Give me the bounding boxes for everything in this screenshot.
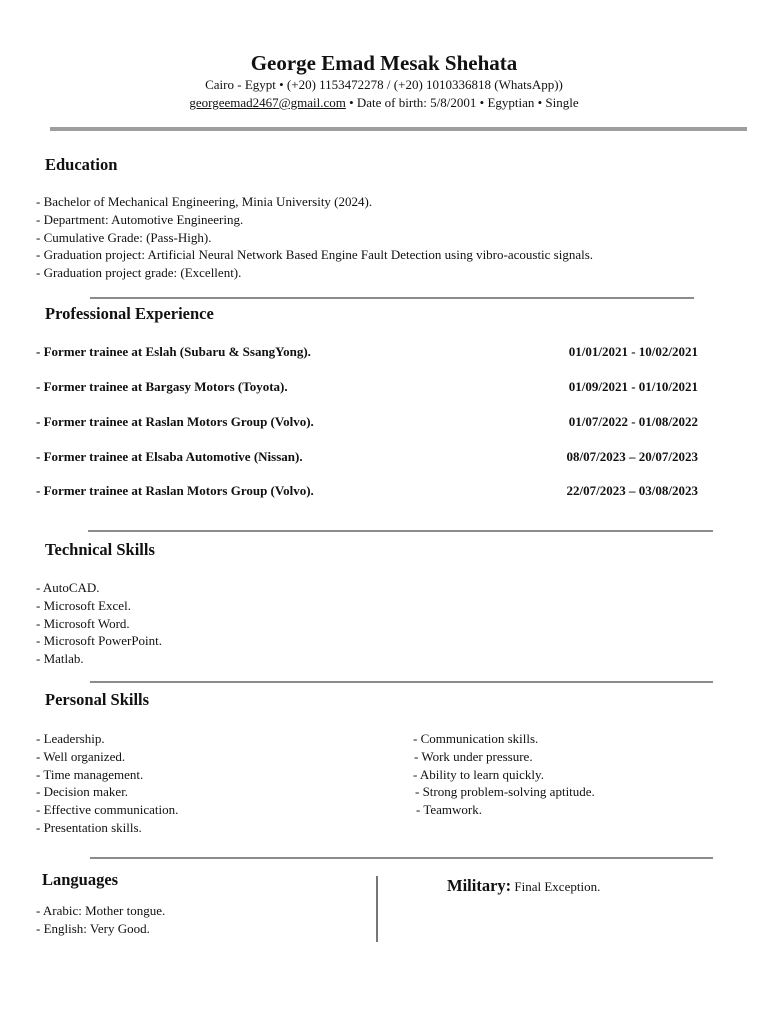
technical-skill-item: - Matlab. — [36, 651, 84, 667]
personal-details-line — [0, 95, 768, 111]
experience-row — [36, 483, 698, 499]
resume-name: George Emad Mesak Shehata — [250, 51, 518, 75]
technical-skill-item: - AutoCAD. — [36, 580, 100, 595]
personal-skill-item: - Decision maker. — [36, 784, 129, 800]
education-list — [36, 193, 593, 282]
experience-role: - Former trainee at Eslah (Subaru & SsangYong). — [36, 344, 311, 359]
education-heading: Education — [45, 155, 118, 174]
experience-dates: 01/01/2021 - 10/02/2021 — [568, 344, 698, 359]
education-item: - Graduation project grade: (Excellent). — [36, 265, 242, 281]
technical-skill-item: - Microsoft Excel. — [36, 597, 131, 613]
experience-dates: 08/07/2023 – 20/07/2023 — [566, 449, 698, 464]
languages-list — [36, 902, 165, 938]
experience-row — [36, 344, 698, 360]
personal-details: • Date of birth: 5/8/2001 • Egyptian • Single — [345, 95, 579, 110]
experience-row — [36, 449, 698, 465]
education-item: - Graduation project: Artificial Neural Network Based Engine Fault Detection using vibro-acoustic signals. — [36, 247, 594, 263]
contact-line: Cairo - Egypt • (+20) 1153472278 / (+20) 1010336818 (WhatsApp)) — [205, 77, 563, 92]
section-divider — [88, 530, 713, 532]
education-item: - Cumulative Grade: (Pass-High). — [36, 229, 212, 245]
experience-row — [36, 414, 698, 430]
technical-skills-list — [36, 579, 162, 668]
personal-skill-item: - Leadership. — [36, 731, 105, 746]
military-label: Military: — [447, 876, 512, 895]
languages-heading: Languages — [42, 870, 119, 889]
technical-skills-heading: Technical Skills — [45, 540, 155, 559]
personal-skill-item: - Work under pressure. — [414, 748, 533, 764]
experience-dates: 22/07/2023 – 03/08/2023 — [566, 483, 698, 498]
personal-skill-item: - Ability to learn quickly. — [413, 766, 544, 782]
column-divider — [376, 876, 378, 942]
military-value: Final Exception. — [511, 879, 601, 894]
section-divider — [90, 681, 713, 683]
experience-role: - Former trainee at Raslan Motors Group (Volvo). — [36, 414, 314, 429]
personal-skills-left-list — [36, 730, 178, 837]
section-divider — [90, 297, 694, 299]
personal-skill-item: - Communication skills. — [413, 731, 539, 746]
personal-skill-item: - Effective communication. — [36, 802, 179, 818]
personal-skill-item: - Strong problem-solving aptitude. — [415, 784, 595, 800]
personal-skill-item: - Well organized. — [36, 748, 126, 764]
education-item: - Department: Automotive Engineering. — [36, 211, 244, 227]
experience-dates: 01/07/2022 - 01/08/2022 — [568, 414, 698, 429]
personal-skills-right-list — [413, 730, 595, 819]
experience-heading: Professional Experience — [45, 304, 214, 323]
personal-skill-item: - Teamwork. — [416, 802, 482, 818]
experience-role: - Former trainee at Bargasy Motors (Toyota). — [36, 379, 288, 394]
technical-skill-item: - Microsoft Word. — [36, 615, 130, 631]
personal-skills-heading: Personal Skills — [45, 690, 150, 709]
language-item: - Arabic: Mother tongue. — [36, 903, 166, 918]
military-status — [447, 877, 600, 896]
header-divider — [50, 127, 747, 131]
experience-dates: 01/09/2021 - 01/10/2021 — [568, 379, 698, 394]
experience-role: - Former trainee at Elsaba Automotive (Nissan). — [36, 449, 303, 464]
language-item: - English: Very Good. — [36, 920, 150, 936]
personal-skill-item: - Time management. — [36, 766, 144, 782]
personal-skill-item: - Presentation skills. — [36, 819, 142, 835]
experience-row — [36, 379, 698, 395]
email-link[interactable]: georgeemad2467@gmail.com — [189, 95, 346, 110]
education-item: - Bachelor of Mechanical Engineering, Minia University (2024). — [36, 194, 373, 209]
section-divider — [90, 857, 713, 859]
experience-role: - Former trainee at Raslan Motors Group (Volvo). — [36, 483, 314, 498]
technical-skill-item: - Microsoft PowerPoint. — [36, 633, 163, 649]
